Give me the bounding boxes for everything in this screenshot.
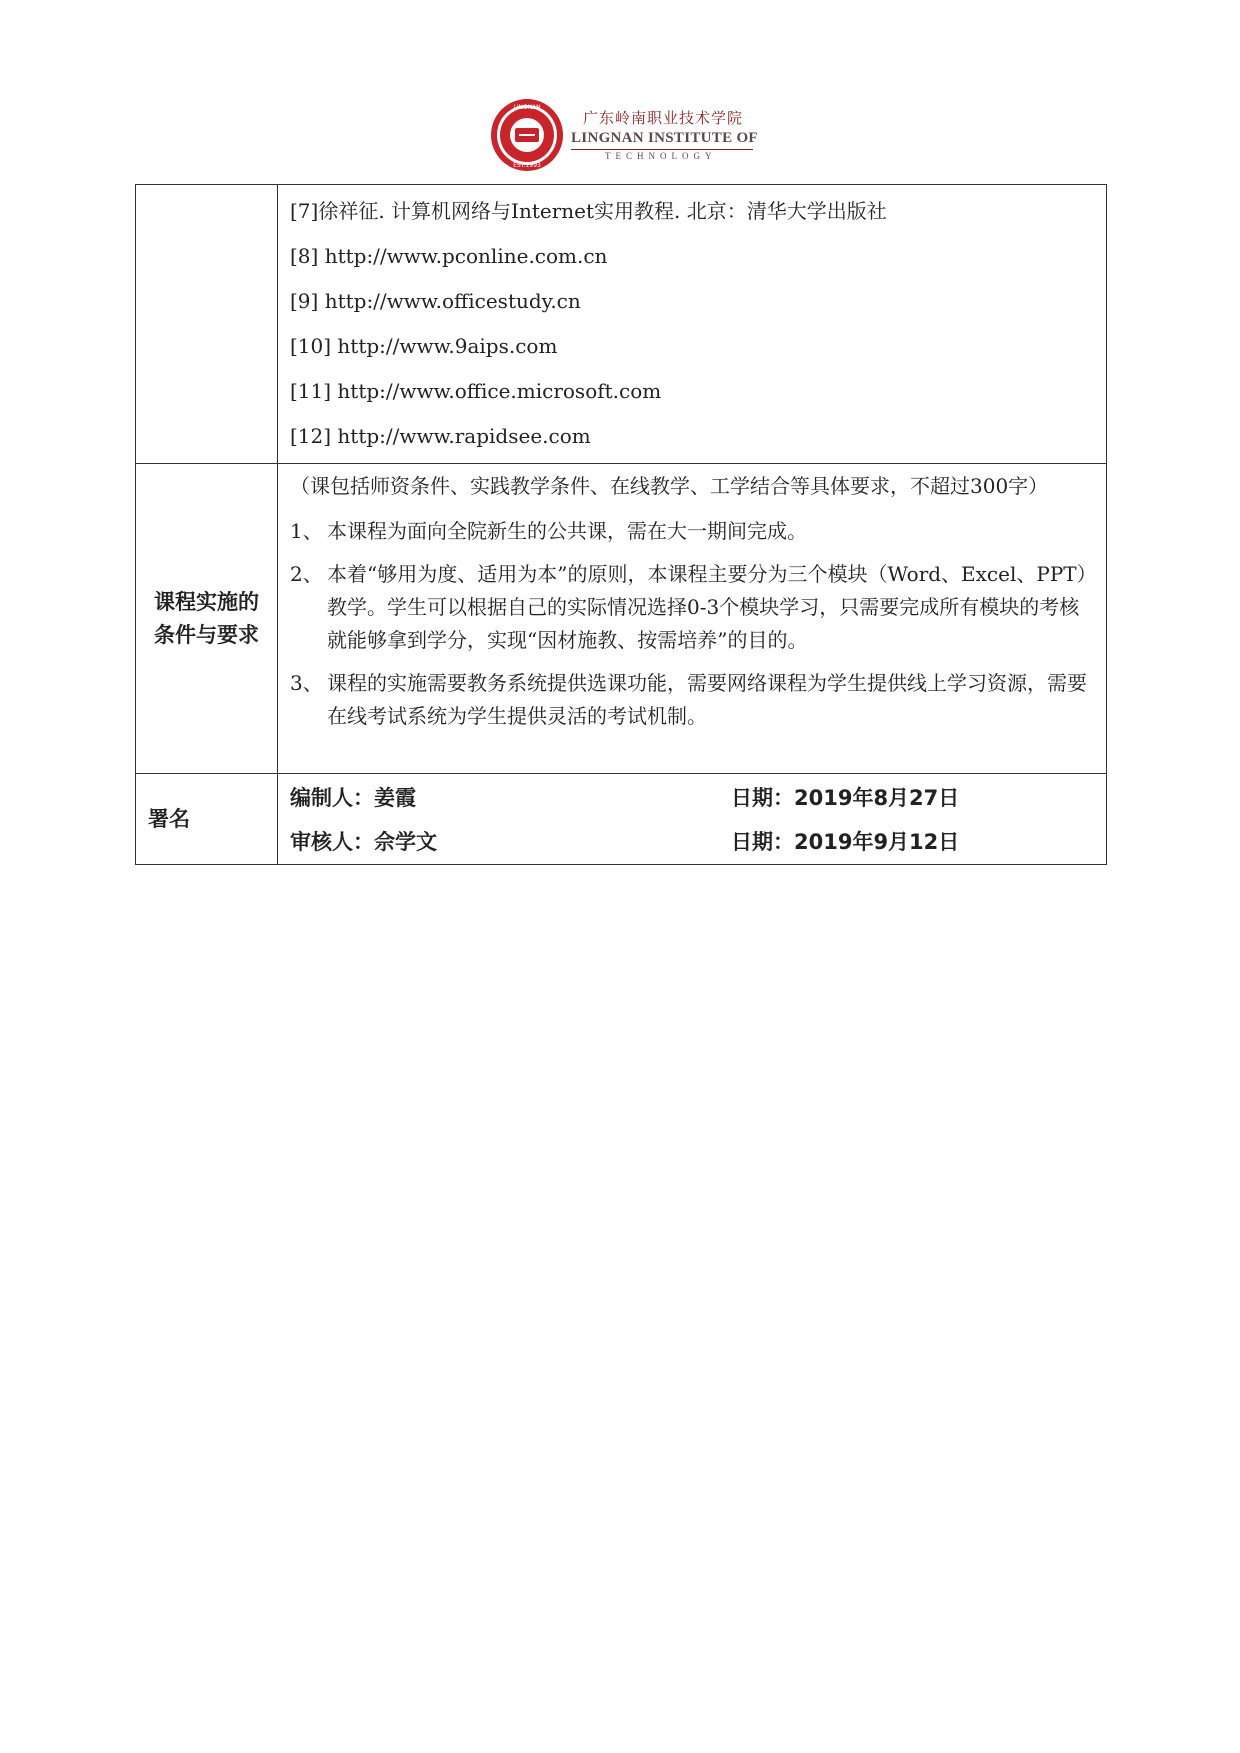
signature-cell — [278, 774, 1107, 865]
item-text: 课程的实施需要教务系统提供选课功能，需要网络课程为学生提供线上学习资源，需要在线考试系统为学生提供灵活的考试机制。 — [327, 671, 1087, 728]
reference-item: [12] http://www.rapidsee.com — [290, 424, 591, 448]
header-rule — [571, 149, 753, 150]
references-cell — [278, 185, 1107, 464]
school-name-en-2: TECHNOLOGY — [605, 151, 717, 161]
item-number: 3、 — [290, 671, 323, 695]
school-name-cn: 广东岭南职业技术学院 — [583, 109, 744, 127]
school-name-en: LINGNAN INSTITUTE OF — [571, 130, 758, 146]
page-header — [489, 97, 759, 175]
implementation-label — [136, 464, 278, 774]
implementation-note: （课包括师资条件、实践教学条件、在线教学、工学结合等具体要求，不超过300字） — [290, 474, 1049, 498]
svg-text:EST.1993: EST.1993 — [513, 162, 541, 169]
item-text: 本着“够用为度、适用为本”的原则，本课程主要分为三个模块（Word、Excel、PPT）教学。学生可以根据自己的实际情况选择0-3个模块学习，只需要完成所有模块的考核就能够拿到学分，实现“因材施教、按需培养”的目的。 — [327, 562, 1087, 652]
item-number: 1、 — [290, 519, 323, 543]
reference-item: [10] http://www.9aips.com — [290, 334, 558, 358]
item-number: 2、 — [290, 562, 323, 586]
implementation-label-line2: 条件与要求 — [154, 622, 259, 647]
school-seal-logo — [489, 97, 565, 173]
editor-name: 编制人：姜霞 — [290, 786, 416, 810]
implementation-item — [290, 515, 1096, 548]
reference-item: [11] http://www.office.microsoft.com — [290, 379, 662, 403]
implementation-label-line1: 课程实施的 — [154, 589, 259, 614]
reference-item: [9] http://www.officestudy.cn — [290, 289, 581, 313]
reference-item: [7]徐祥征. 计算机网络与Internet实用教程. 北京：清华大学出版社 — [290, 199, 887, 223]
signature-row — [136, 774, 1107, 865]
implementation-item — [290, 667, 1096, 733]
reference-item: [8] http://www.pconline.com.cn — [290, 244, 608, 268]
reviewer-name: 审核人：佘学文 — [290, 830, 437, 854]
svg-text:LINGNAN: LINGNAN — [513, 104, 541, 111]
implementation-row — [136, 464, 1107, 774]
references-row — [136, 185, 1107, 464]
implementation-item — [290, 558, 1096, 657]
reviewer-date: 日期：2019年9月12日 — [731, 830, 960, 854]
course-table — [135, 184, 1107, 865]
signature-label: 署名 — [136, 774, 278, 865]
references-label-cell — [136, 185, 278, 464]
editor-date: 日期：2019年8月27日 — [731, 786, 960, 810]
reviewer-row — [290, 826, 1094, 856]
editor-row — [290, 782, 1094, 812]
implementation-cell — [278, 464, 1107, 774]
item-text: 本课程为面向全院新生的公共课，需在大一期间完成。 — [327, 519, 807, 543]
reference-list — [278, 185, 1106, 463]
